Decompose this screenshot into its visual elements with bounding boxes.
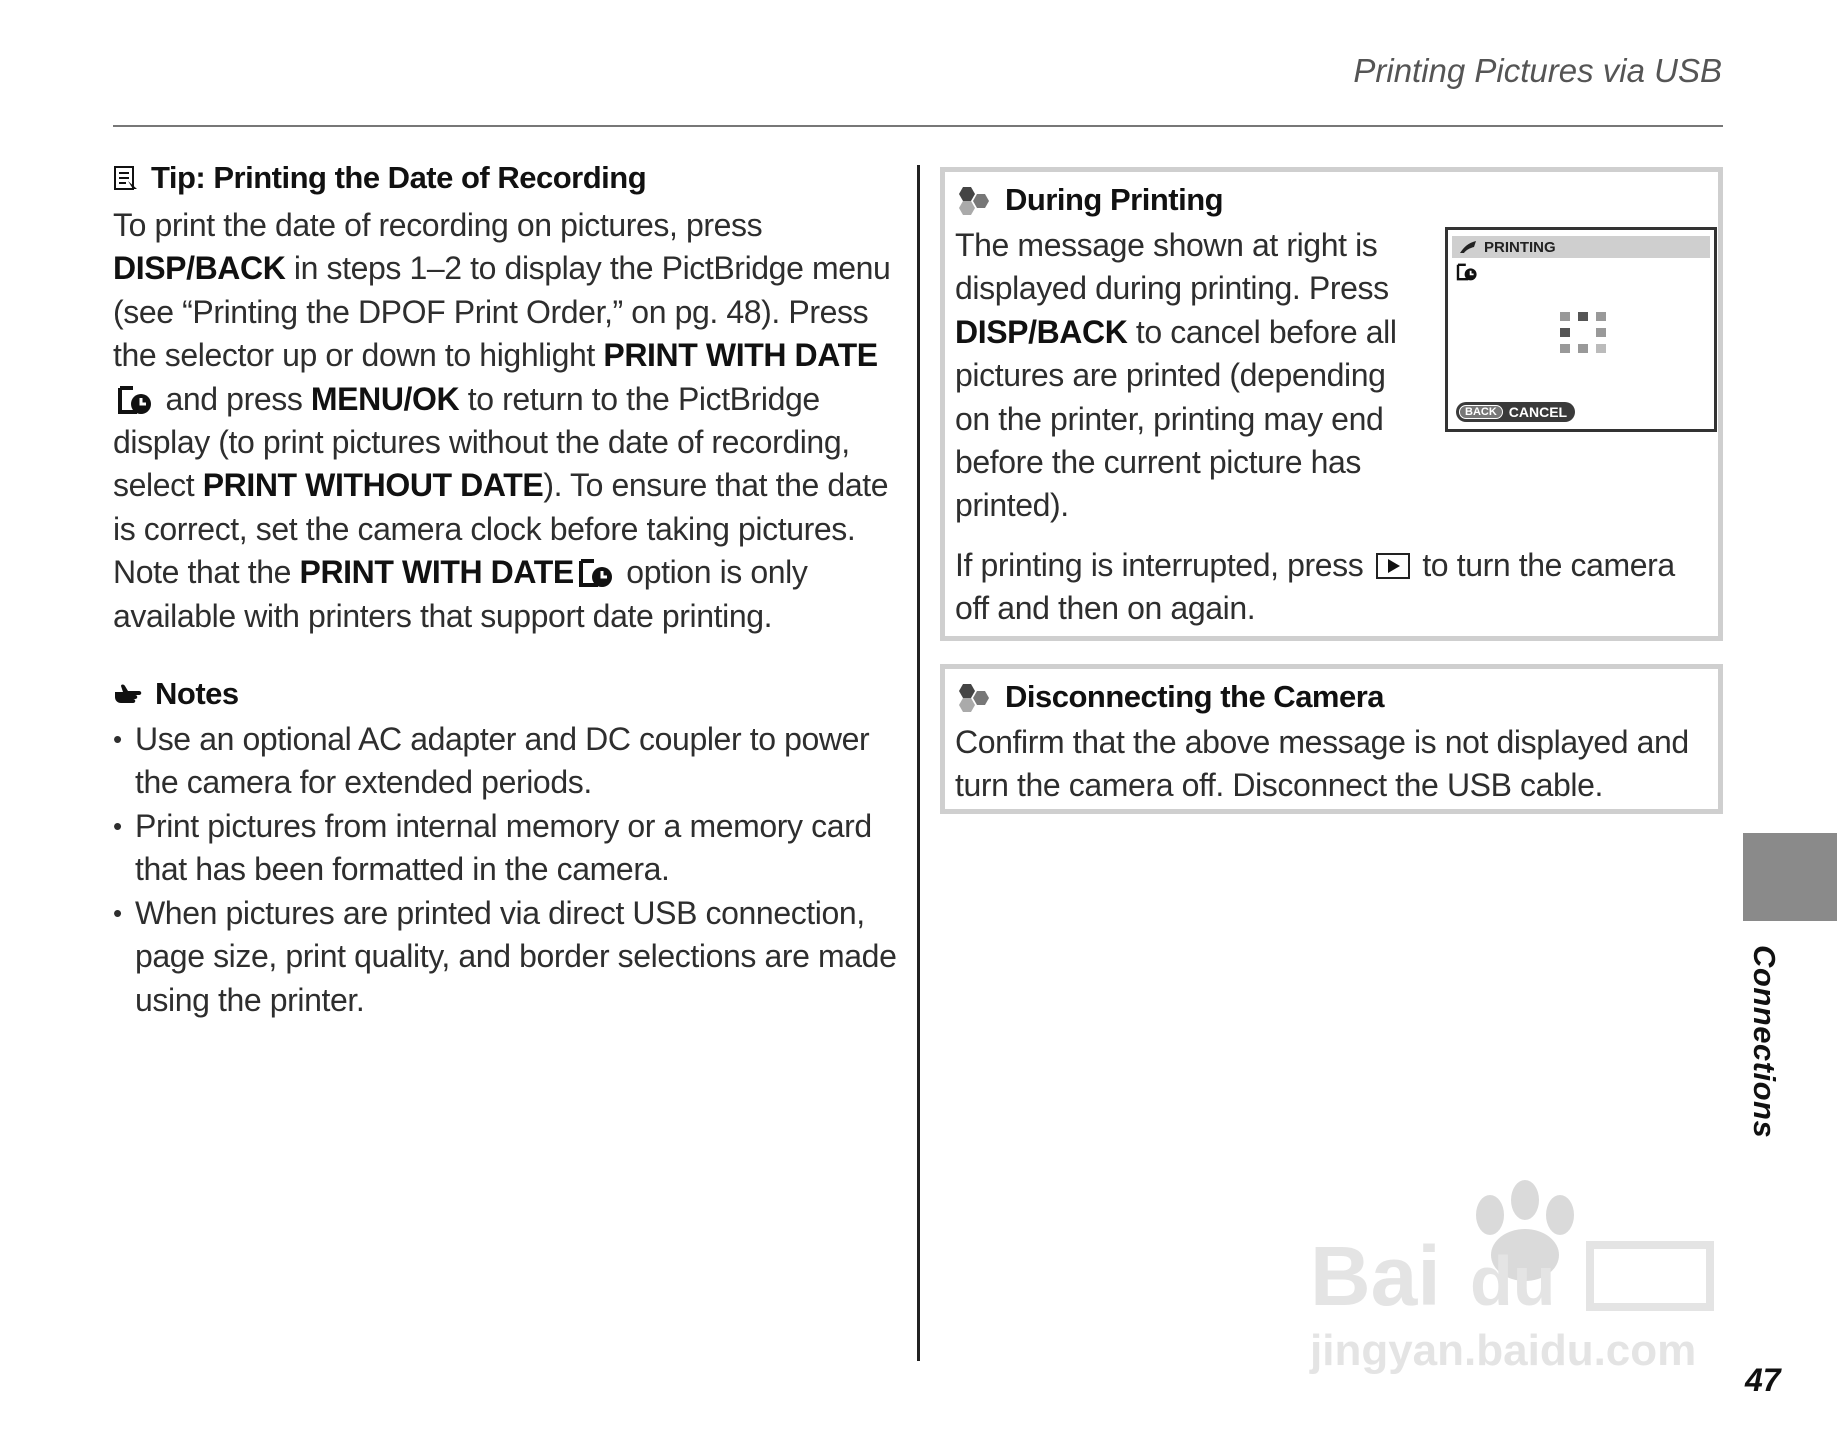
- menu-ok-key: MENU/OK: [310, 380, 460, 417]
- date-clock-icon: [1456, 263, 1478, 281]
- hexagon-icon: [955, 682, 993, 712]
- disp-back-key: DISP/BACK: [955, 313, 1128, 350]
- during-printing-text: The message shown at right is displayed during printing. Press DISP/BACK to cancel before all pictures are printed (depending on the printer, printing may end before the current picture has printed).: [955, 227, 1397, 524]
- page-number: 47: [1745, 1362, 1781, 1398]
- print-with-date-option-2: PRINT WITH DATE: [299, 554, 574, 591]
- progress-indicator-icon: [1560, 312, 1606, 354]
- printer-icon: [1458, 239, 1478, 255]
- disconnecting-heading: Disconnecting the Camera: [955, 679, 1706, 715]
- hexagon-icon: [955, 185, 993, 215]
- tip-heading-text: Tip: Printing the Date of Recording: [151, 160, 647, 195]
- notes-heading: [113, 676, 903, 712]
- list-item: • Print pictures from internal memory or a memory card that has been formatted in the camera.: [113, 805, 903, 892]
- column-divider: [917, 165, 920, 1361]
- lcd-screen-illustration: [1445, 227, 1717, 432]
- svg-text:Bai: Bai: [1310, 1229, 1441, 1323]
- print-with-date-option: PRINT WITH DATE: [603, 337, 878, 374]
- list-item: • Use an optional AC adapter and DC coupler to power the camera for extended periods.: [113, 718, 903, 805]
- date-clock-icon: [117, 385, 153, 415]
- cancel-label: CANCEL: [1508, 404, 1568, 420]
- notes-heading-text: Notes: [155, 676, 239, 712]
- disconnecting-text: Confirm that the above message is not displayed and turn the camera off. Disconnect the USB cable.: [955, 724, 1689, 804]
- playback-button-icon: [1376, 553, 1410, 579]
- tip-heading: [113, 160, 903, 196]
- svg-text:du: du: [1470, 1242, 1556, 1320]
- baidu-watermark-logo: [1300, 1175, 1730, 1375]
- chapter-tab: [1743, 833, 1837, 921]
- left-column: [113, 160, 903, 1022]
- notes-list: [113, 718, 903, 1022]
- during-printing-box: [940, 167, 1723, 641]
- page-header-title: Printing Pictures via USB: [1353, 52, 1722, 89]
- interrupted-text: If printing is interrupted, press to turn the camera off and then on again.: [955, 546, 1675, 627]
- disconnecting-box: [940, 664, 1723, 814]
- chapter-label: Connections: [1747, 945, 1782, 1139]
- pointing-hand-icon: [113, 682, 143, 706]
- list-item: • When pictures are printed via direct USB connection, page size, print quality, and border selections are made using the printer.: [113, 892, 903, 1022]
- lcd-cancel-hint: [1456, 402, 1575, 422]
- print-without-date-option: PRINT WITHOUT DATE: [202, 467, 544, 504]
- lcd-status-bar: PRINTING: [1452, 236, 1710, 258]
- back-button-label: BACK: [1459, 405, 1503, 419]
- tip-icon: [113, 165, 139, 191]
- during-printing-heading: During Printing: [955, 182, 1706, 218]
- header-rule: [113, 125, 1723, 127]
- svg-text:jingyan.baidu.com: jingyan.baidu.com: [1310, 1326, 1697, 1375]
- tip-body: To print the date of recording on pictures, press DISP/BACK in steps 1–2 to display the PictBridge menu (see “Printing the DPOF Print Order,” on pg. 48). Press the selector up or down to highlight PRINT WITH DATE and press MENU/OK to return to the PictBridge display (to print pictures without the date of recording, select PRINT WITHOUT DATE). To ensure that the date is correct, set the camera clock before taking pictures. Note that the PRINT WITH DATE option is only available with printers that support date printing.: [113, 207, 891, 634]
- date-clock-icon: [578, 558, 614, 588]
- disp-back-key: DISP/BACK: [113, 250, 286, 287]
